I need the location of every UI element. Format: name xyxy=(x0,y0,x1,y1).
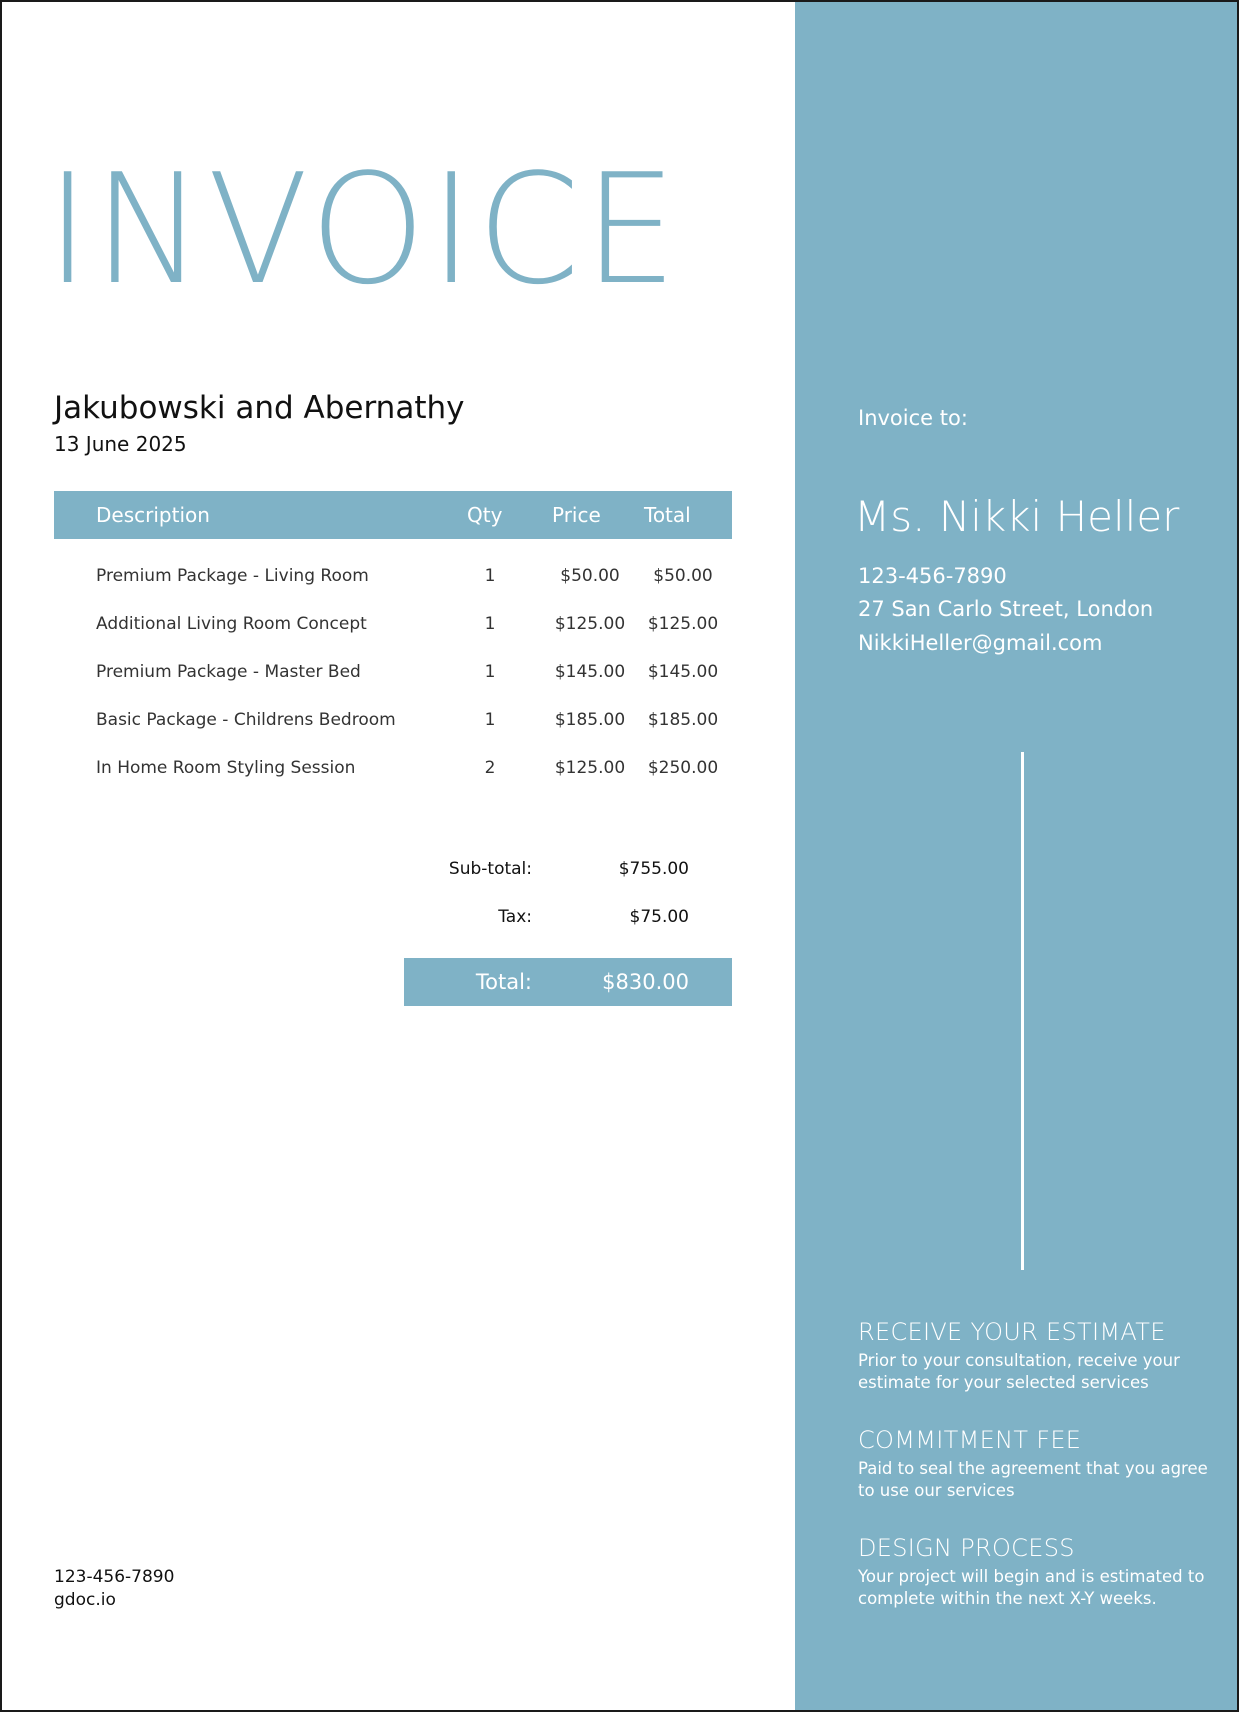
header-qty: Qty xyxy=(467,503,503,527)
header-price: Price xyxy=(552,503,601,527)
row-description: Additional Living Room Concept xyxy=(96,614,367,634)
row-qty: 2 xyxy=(484,758,496,778)
row-qty: 1 xyxy=(484,614,496,634)
row-total: $250.00 xyxy=(647,758,719,778)
step-text-commitment: Paid to seal the agreement that you agree to use our services xyxy=(858,1459,1208,1500)
row-qty: 1 xyxy=(484,710,496,730)
invoice-to-label: Invoice to: xyxy=(858,406,968,430)
row-description: Basic Package - Childrens Bedroom xyxy=(96,710,396,730)
total-value: $830.00 xyxy=(602,970,689,994)
row-total: $125.00 xyxy=(647,614,719,634)
step-title-estimate: RECEIVE YOUR ESTIMATE xyxy=(858,1318,1166,1346)
table-row xyxy=(54,706,732,754)
invoice-title: INVOICE xyxy=(46,141,681,318)
row-total: $145.00 xyxy=(647,662,719,682)
table-row xyxy=(54,658,732,706)
table-row xyxy=(54,754,732,802)
row-description: Premium Package - Master Bed xyxy=(96,662,361,682)
row-description: Premium Package - Living Room xyxy=(96,566,369,586)
client-name: Ms. Nikki Heller xyxy=(854,492,1180,541)
tax-label: Tax: xyxy=(498,907,532,927)
client-phone: 123-456-7890 xyxy=(858,564,1007,588)
total-label: Total: xyxy=(475,970,532,994)
tax-value: $75.00 xyxy=(629,907,689,927)
company-name: Jakubowski and Abernathy xyxy=(54,390,465,426)
invoice-date: 13 June 2025 xyxy=(54,432,187,456)
total-bar xyxy=(404,958,732,1006)
subtotal-value: $755.00 xyxy=(618,859,689,879)
step-title-commitment: COMMITMENT FEE xyxy=(858,1426,1082,1454)
row-price: $185.00 xyxy=(554,710,626,730)
header-description: Description xyxy=(96,503,210,527)
step-text-design: Your project will begin and is estimated to complete within the next X-Y weeks. xyxy=(858,1567,1205,1608)
row-total: $50.00 xyxy=(653,566,713,586)
row-price: $145.00 xyxy=(554,662,626,682)
client-address: 27 San Carlo Street, London xyxy=(858,597,1154,621)
footer-website: gdoc.io xyxy=(54,1590,116,1610)
row-price: $125.00 xyxy=(554,614,626,634)
row-price: $125.00 xyxy=(554,758,626,778)
table-row xyxy=(54,562,732,610)
items-table-header xyxy=(54,491,732,539)
vertical-divider xyxy=(1021,752,1024,1270)
items-table-body xyxy=(54,562,732,802)
row-qty: 1 xyxy=(484,566,496,586)
client-sidebar xyxy=(795,2,1239,1712)
step-title-design: DESIGN PROCESS xyxy=(858,1534,1075,1562)
row-description: In Home Room Styling Session xyxy=(96,758,356,778)
client-email: NikkiHeller@gmail.com xyxy=(858,631,1103,655)
row-total: $185.00 xyxy=(647,710,719,730)
subtotal-label: Sub-total: xyxy=(448,859,532,879)
step-text-estimate: Prior to your consultation, receive your estimate for your selected services xyxy=(858,1351,1180,1392)
table-row xyxy=(54,610,732,658)
footer-phone: 123-456-7890 xyxy=(54,1567,175,1587)
header-total: Total xyxy=(644,503,691,527)
row-qty: 1 xyxy=(484,662,496,682)
row-price: $50.00 xyxy=(560,566,620,586)
